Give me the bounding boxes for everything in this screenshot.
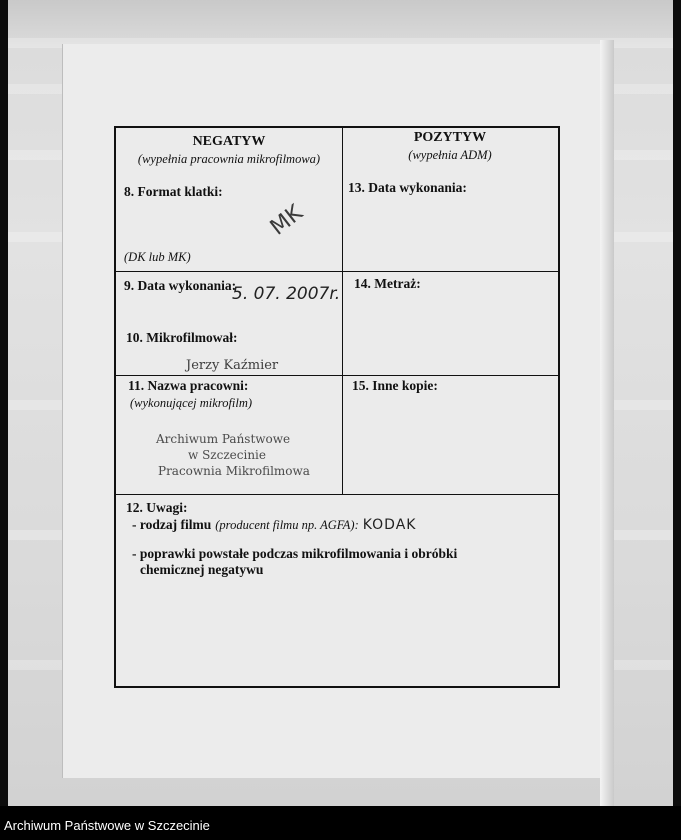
field-12-film-line: [132, 516, 416, 534]
row-divider: [116, 494, 558, 495]
pozytyw-subheading: (wypełnia ADM): [408, 148, 492, 162]
field-11-stamp-line-2: w Szczecinie: [188, 448, 266, 462]
field-15-label: 15. Inne kopie:: [352, 378, 438, 393]
microfilm-form: [114, 126, 560, 688]
field-13-label: 13. Data wykonania:: [348, 180, 467, 195]
field-8-hint: (DK lub MK): [124, 250, 191, 264]
field-8-value: MK: [265, 200, 308, 241]
field-12-film-value: KODAK: [362, 517, 417, 533]
column-divider: [342, 128, 343, 494]
field-12-note-line-2: chemicznej negatywu: [140, 562, 264, 577]
field-9-label: 9. Data wykonania:: [124, 278, 237, 293]
pozytyw-heading: POZYTYW: [413, 130, 487, 145]
archive-caption: Archiwum Państwowe w Szczecinie: [4, 818, 210, 833]
field-10-label: 10. Mikrofilmował:: [126, 330, 238, 345]
negatyw-heading: NEGATYW: [192, 134, 266, 149]
negatyw-subheading: (wypełnia pracownia mikrofilmowa): [137, 152, 321, 166]
field-9-value: 5. 07. 2007r.: [232, 284, 341, 304]
archive-caption-bar: [0, 806, 681, 840]
field-10-stamp: Jerzy Kaźmier: [186, 358, 279, 373]
paper-edge: [600, 40, 614, 806]
row-divider: [116, 375, 558, 376]
field-8-label: 8. Format klatki:: [124, 184, 223, 199]
field-11-stamp-line-1: Archiwum Państwowe: [156, 432, 291, 446]
field-12-note-line-1: - poprawki powstałe podczas mikrofilmowania i obróbki: [132, 546, 458, 561]
row-divider: [116, 271, 558, 272]
field-12-film-label: - rodzaj filmu: [132, 517, 212, 532]
field-11-stamp-line-3: Pracownia Mikrofilmowa: [158, 464, 310, 478]
field-12-label: 12. Uwagi:: [126, 500, 188, 515]
field-11-label: 11. Nazwa pracowni:: [128, 378, 249, 393]
field-14-label: 14. Metraż:: [354, 276, 421, 291]
field-11-hint: (wykonującej mikrofilm): [130, 396, 253, 410]
field-12-film-hint: (producent filmu np. AGFA):: [215, 518, 359, 532]
